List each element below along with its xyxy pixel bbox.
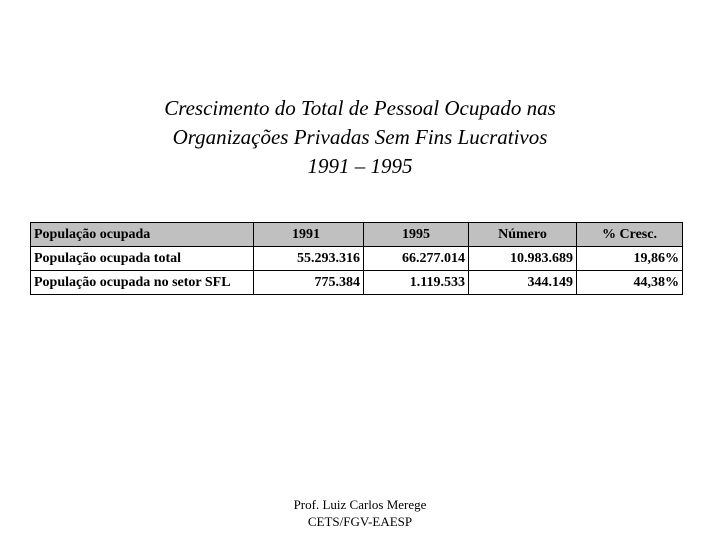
slide-title [0,94,720,181]
value-1995: 66.277.014 [364,247,469,271]
title-line-2: Organizações Privadas Sem Fins Lucrativos [172,125,548,149]
data-table [30,222,683,295]
value-pct-cresc: 44,38% [577,271,683,295]
header-pct-cresc: % Cresc. [577,223,683,247]
value-pct-cresc: 19,86% [577,247,683,271]
row-label: População ocupada total [31,247,254,271]
footer-institution: CETS/FGV-EAESP [307,514,413,529]
header-numero: Número [469,223,577,247]
header-populacao-ocupada: População ocupada [31,223,254,247]
title-line-1: Crescimento do Total de Pessoal Ocupado nas [164,96,556,120]
value-numero: 10.983.689 [469,247,577,271]
footer-author: Prof. Luiz Carlos Merege [293,497,427,512]
row-label: População ocupada no setor SFL [31,271,254,295]
header-1991: 1991 [254,223,364,247]
footer [0,496,720,530]
table-header-row [31,223,683,247]
value-numero: 344.149 [469,271,577,295]
value-1995: 1.119.533 [364,271,469,295]
value-1991: 775.384 [254,271,364,295]
header-1995: 1995 [364,223,469,247]
table-row [31,271,683,295]
title-line-3: 1991 – 1995 [307,154,413,178]
table-row [31,247,683,271]
value-1991: 55.293.316 [254,247,364,271]
